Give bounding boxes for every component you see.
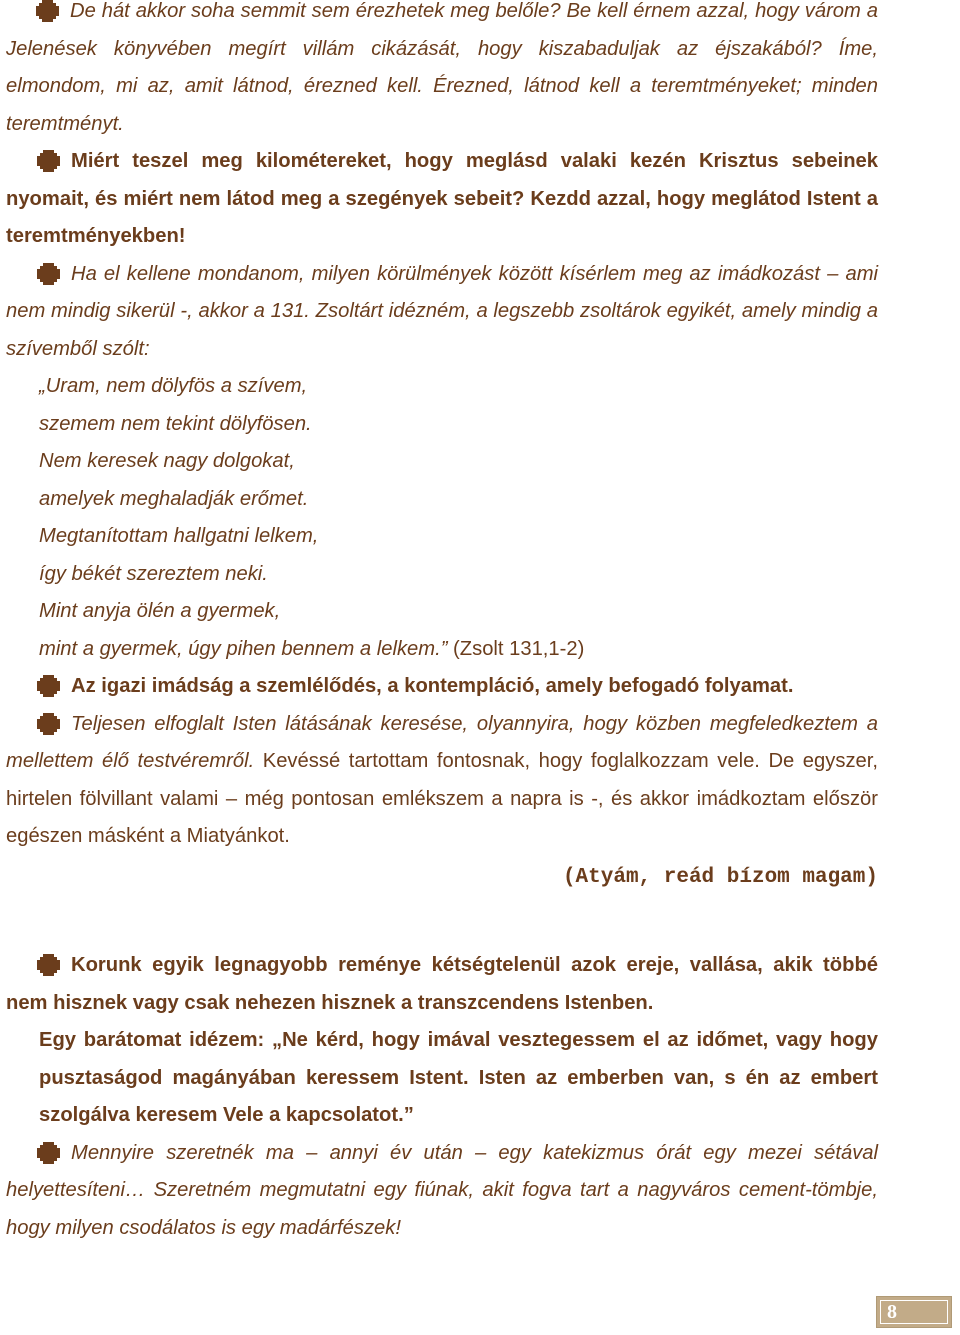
poem-line: Mint anyja ölén a gyermek, xyxy=(39,600,281,622)
bullet-icon xyxy=(40,716,57,732)
bullet-icon xyxy=(40,266,57,282)
page-number: 8 xyxy=(887,1301,897,1323)
paragraph-1: De hát akkor soha semmit sem érezhetek meg belőle? Be kell érnem azzal, hogy várom a Jelenések könyvében megírt villám cikázását, hogy kiszabaduljak az éjszakából? Íme, elmondom, mi az, amit látnod, érezned kell. Érezned, látnod kell a teremtményeket; minden teremtményt. xyxy=(6,0,878,135)
paragraph-3: Ha el kellene mondanom, milyen körülmények között kísérlem meg az imádkozást – ami nem mindig sikerül -, akkor a 131. Zsoltárt idézném, a legszebb zsoltárok egyikét, amely mindig a szívemből szólt: xyxy=(6,262,878,360)
paragraph-8: Mennyire szeretnék ma – annyi év után – egy katekizmus órát egy mezei sétával helyettesíteni… Szeretném megmutatni egy fiúnak, akit fogva tart a nagyváros cement-tömbje, hogy milyen csodálatos is egy madárfészek! xyxy=(6,1141,878,1239)
bullet-icon xyxy=(40,1145,57,1161)
page-number-badge xyxy=(876,1296,952,1328)
psalm-reference: (Zsolt 131,1-2) xyxy=(447,637,585,660)
paragraph-7: Egy barátomat idézem: „Ne kérd, hogy imával vesztegessem el az időmet, vagy hogy pusztaságod magányában keressem Istent. Isten az emberben van, s én az embert szolgálva keresem Vele a kapcsolatot.” xyxy=(39,1029,878,1126)
signature: (Atyám, reád bízom magam) xyxy=(562,865,878,889)
bullet-icon xyxy=(40,957,57,973)
document-body xyxy=(6,0,878,1247)
poem-line: „Uram, nem dölyfös a szívem, xyxy=(39,375,308,397)
bullet-icon xyxy=(40,153,57,169)
poem-line: Nem keresek nagy dolgokat, xyxy=(39,450,295,472)
poem-line: amelyek meghaladják erőmet. xyxy=(39,487,309,510)
paragraph-5: Teljesen elfoglalt Isten látásának keresése, olyannyira, hogy közben megfeledkeztem a mellettem élő testvéremről. Kevéssé tartottam fontosnak, hogy foglalkozzam vele. De egyszer, hirtelen fölvillant valami – még pontosan emlékszem a napra is -, és akkor imádkoztam először egészen másként a Miatyánkot. xyxy=(6,712,878,847)
poem-line: így békét szereztem neki. xyxy=(39,562,268,585)
psalm-quote xyxy=(6,368,878,668)
bullet-icon xyxy=(39,3,56,19)
paragraph-6: Korunk egyik legnagyobb reménye kétségtelenül azok ereje, vallása, akik többé nem hisznek vagy csak nehezen hisznek a transzcendens Istenben. xyxy=(6,954,878,1014)
bullet-icon xyxy=(40,678,57,694)
poem-line: szemem nem tekint dölyfösen. xyxy=(39,412,312,435)
paragraph-2: Miért teszel meg kilométereket, hogy meglásd valaki kezén Krisztus sebeinek nyomait, és miért nem látod meg a szegények sebeit? Kezdd azzal, hogy meglátod Istent a teremtményekben! xyxy=(6,150,878,247)
poem-line: Megtanítottam hallgatni lelkem, xyxy=(39,525,319,547)
paragraph-4: Az igazi imádság a szemlélődés, a kontempláció, amely befogadó folyamat. xyxy=(6,668,878,706)
poem-line-last: mint a gyermek, úgy pihen bennem a lelkem.” (Zsolt 131,1-2) xyxy=(39,637,585,660)
